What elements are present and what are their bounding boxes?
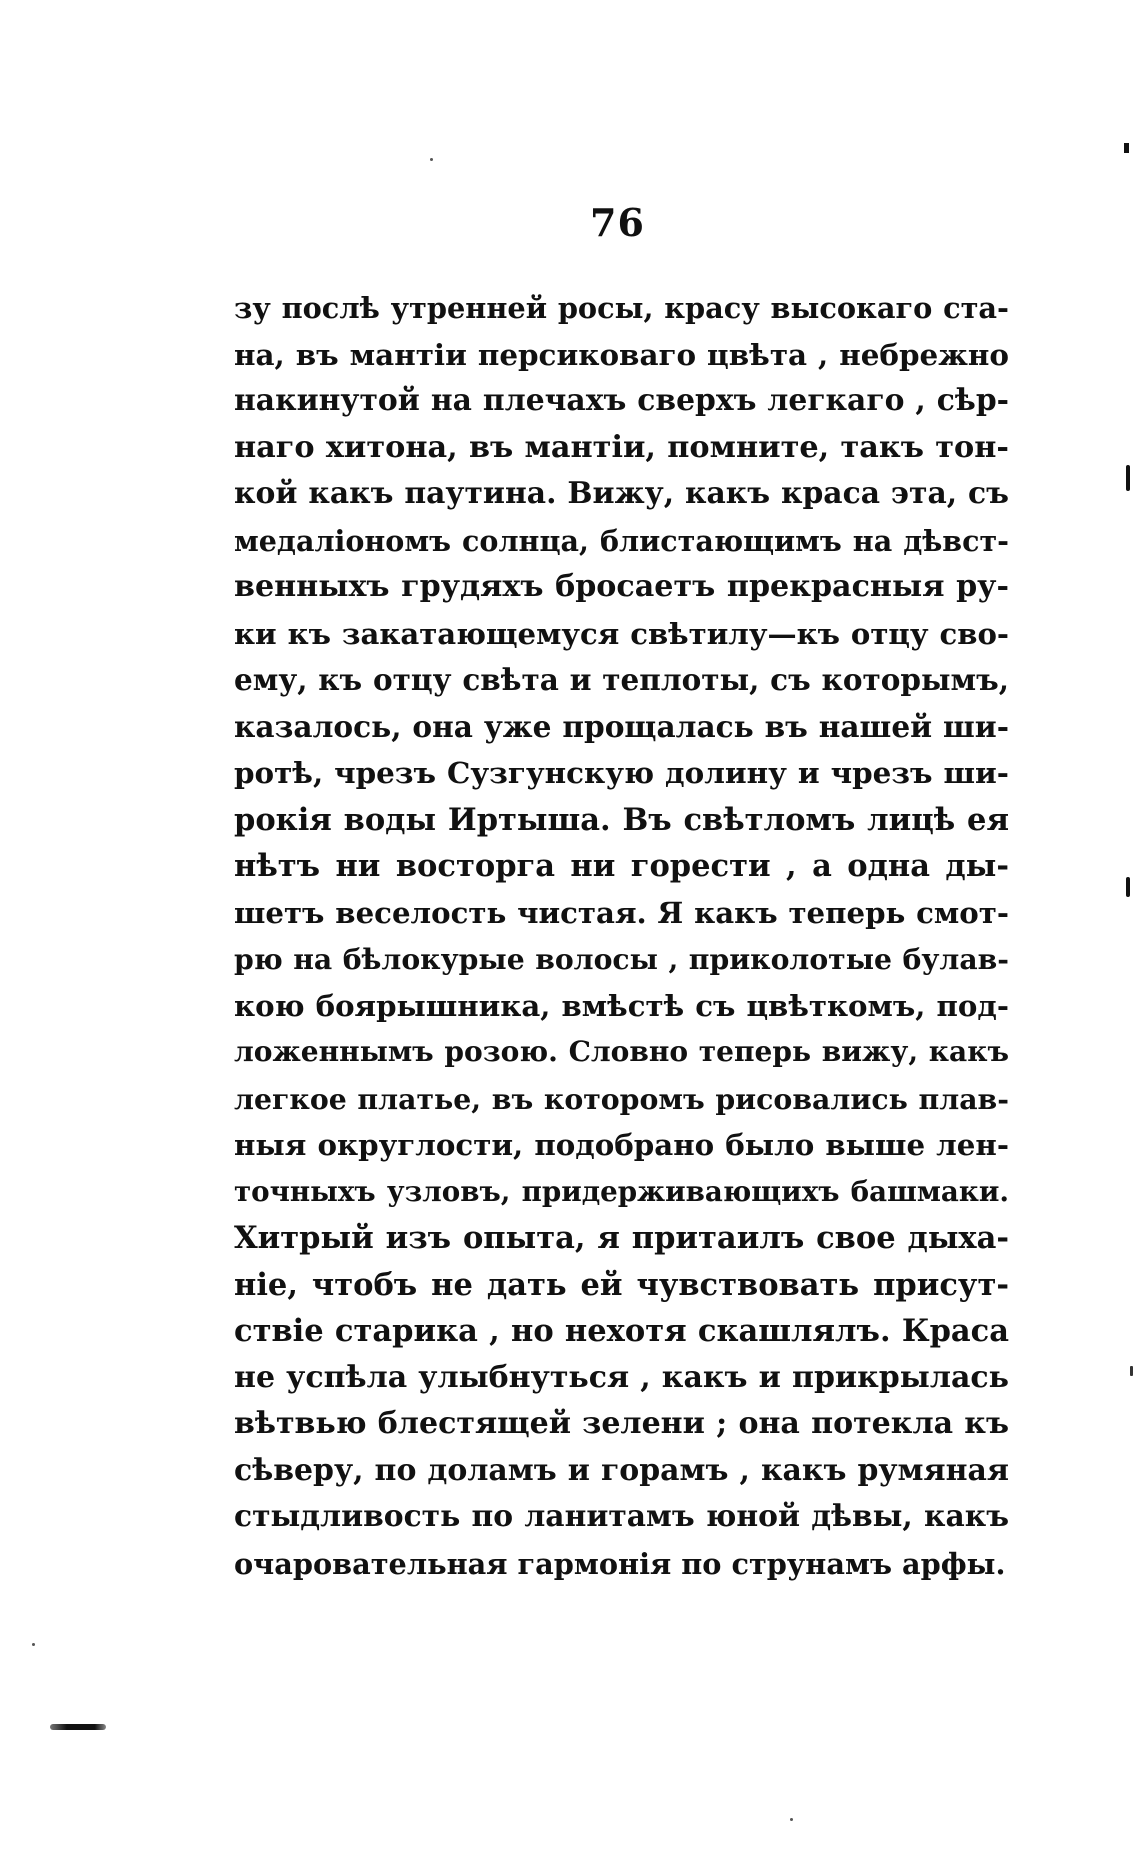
text-line: ки къ закатающемуся свѣтилу—къ отцу сво- — [234, 616, 1009, 651]
text-line: легкое платье, въ которомъ рисовались плав- — [234, 1081, 1009, 1116]
scan-speck — [32, 1643, 35, 1646]
text-line: ему, къ отцу свѣта и теплоты, съ которымъ, — [234, 662, 1009, 697]
text-line: кой какъ паутина. Вижу, какъ краса эта, съ — [234, 476, 1009, 511]
page-edge-mark — [50, 1724, 106, 1730]
text-line: ніе, чтобъ не дать ей чувствовать присут- — [234, 1266, 1009, 1303]
scan-speck — [1130, 1366, 1133, 1376]
margin-mark — [1126, 465, 1130, 491]
text-line: стыдливость по ланитамъ юной дѣвы, какъ — [234, 1499, 1009, 1534]
text-line: сѣверу, по доламъ и горамъ , какъ румяная — [234, 1452, 1009, 1488]
text-line: наго хитона, въ мантіи, помните, такъ тон- — [234, 429, 1009, 465]
text-line: на, въ мантіи персиковаго цвѣта , небрежно — [234, 336, 1009, 372]
scan-speck — [1124, 143, 1129, 153]
text-line: ствіе старика , но нехотя скашлялъ. Краса — [234, 1313, 1009, 1349]
text-line: ныя округлости, подобрано было выше лен- — [234, 1128, 1009, 1162]
scan-speck — [430, 158, 433, 161]
text-line: зу послѣ утренней росы, красу высокаго ста- — [234, 291, 1009, 325]
scan-speck — [790, 1818, 793, 1821]
body-text — [234, 285, 1009, 1587]
text-line: медаліономъ солнца, блистающимъ на дѣвст- — [234, 523, 1009, 558]
text-line: ложеннымъ розою. Словно теперь вижу, какъ — [234, 1035, 1009, 1068]
text-line: венныхъ грудяхъ бросаетъ прекрасныя ру- — [234, 569, 1009, 604]
text-line: нѣтъ ни восторга ни горести , а одна ды- — [234, 848, 1009, 884]
margin-mark — [1126, 877, 1130, 897]
text-line: не успѣла улыбнуться , какъ и прикрылась — [234, 1359, 1009, 1395]
text-line: рю на бѣлокурые волосы , приколотые булав- — [234, 942, 1009, 976]
text-line: казалось, она уже прощалась въ нашей ши- — [234, 708, 1009, 744]
text-line: шетъ веселость чистая. Я какъ теперь смот- — [234, 895, 1009, 930]
page-number: 76 — [590, 200, 645, 245]
text-line: точныхъ узловъ, придерживающихъ башмаки. — [234, 1174, 1009, 1208]
text-line: Хитрый изъ опыта, я притаилъ свое дыха- — [234, 1220, 1009, 1256]
text-line: вѣтвью блестящей зелени ; она потекла къ — [234, 1406, 1009, 1441]
text-line: рокія воды Иртыша. Въ свѣтломъ лицѣ ея — [234, 801, 1009, 838]
text-line: очаровательная гармонія по струнамъ арфы. — [234, 1546, 1006, 1581]
text-line: кою боярышника, вмѣстѣ съ цвѣткомъ, под- — [234, 988, 1009, 1023]
text-line: ротѣ, чрезъ Сузгунскую долину и чрезъ ши- — [234, 755, 1009, 790]
text-line: накинутой на плечахъ сверхъ легкаго , сѣр- — [234, 383, 1009, 418]
